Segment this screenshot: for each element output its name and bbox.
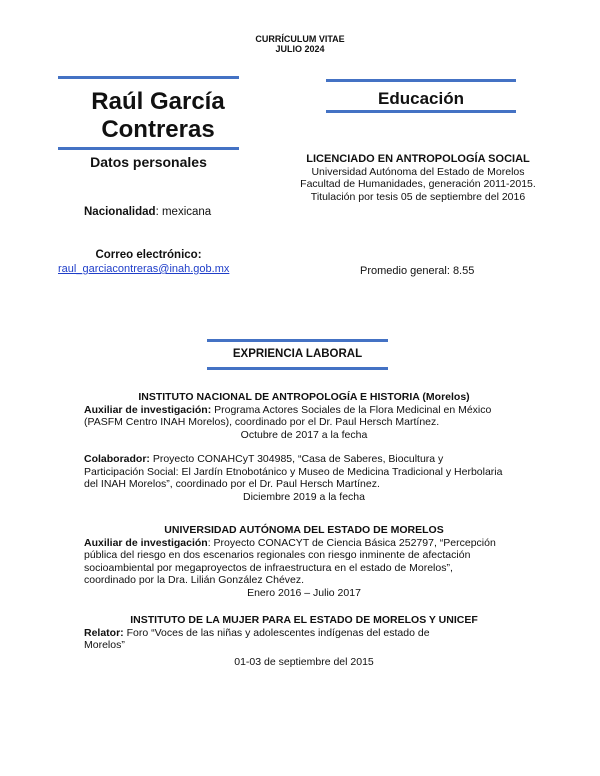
inah-role1-label: Auxiliar de investigación: — [84, 403, 212, 416]
email-link[interactable]: raul_garciacontreras@inah.gob.mx — [58, 263, 230, 275]
inah-role2-label: Colaborador: — [84, 453, 150, 465]
uaem-role-text-d: coordinado por la Dra. Lilián González Chévez. — [84, 574, 305, 586]
education-line-2: Facultad de Humanidades, generación 2011-2015. — [300, 178, 536, 190]
experiencia-title: EXPRIENCIA LABORAL — [232, 348, 363, 360]
degree: LICENCIADO EN ANTROPOLOGÍA SOCIAL — [306, 153, 530, 165]
mujer-org: INSTITUTO DE LA MUJER PARA EL ESTADO DE MORELOS Y UNICEF — [130, 614, 478, 626]
education-block — [280, 153, 556, 203]
cv-header — [0, 34, 600, 54]
exp-bottom-rule — [207, 367, 388, 370]
uaem-role-text-c: socioambiental por megaproyectos de infraestructura en el estado de Morelos”, — [84, 561, 453, 574]
mujer-role-label: Relator: — [84, 626, 124, 639]
education-line-3: Titulación por tesis 05 de septiembre del 2016 — [310, 190, 526, 203]
mujer-role-line-a — [84, 627, 524, 640]
nacionalidad-label: Nacionalidad — [84, 206, 156, 218]
left-top-rule — [58, 76, 239, 79]
mujer-role-date: 01-03 de septiembre del 2015 — [234, 655, 374, 668]
exp-top-rule — [207, 339, 388, 342]
inah-org: INSTITUTO NACIONAL DE ANTROPOLOGÍA E HISTORIA (Morelos) — [138, 391, 470, 403]
cv-date: JULIO 2024 — [275, 44, 325, 54]
inah-role1-text-a: Programa Actores Sociales de la Flora Medicinal en México — [211, 403, 492, 416]
inah-role2-date: Diciembre 2019 a la fecha — [243, 490, 365, 503]
uaem-role-date: Enero 2016 – Julio 2017 — [247, 586, 361, 599]
uaem-role-label: Auxiliar de investigación — [84, 536, 208, 549]
datos-personales-title: Datos personales — [90, 154, 207, 170]
inah-role1-text-b: (PASFM Centro INAH Morelos), coordinado por el Dr. Paul Hersch Martínez. — [84, 416, 440, 428]
name-line-2: Contreras — [101, 116, 215, 143]
nacionalidad-value: : mexicana — [155, 206, 212, 218]
left-mid-rule — [58, 147, 239, 150]
uaem-role-text-a: : Proyecto CONACYT de Ciencia Básica 252797, “Percepción — [207, 536, 496, 549]
mujer-block — [84, 614, 524, 668]
inah-role2-text-b: Participación Social: El Jardín Etnobotánico y Museo de Medicina Tradicional y Herbolaria — [84, 465, 503, 478]
promedio: Promedio general: 8.55 — [360, 265, 475, 277]
inah-role2-line-a — [84, 453, 524, 466]
uaem-role-line-a — [84, 537, 524, 550]
inah-block — [84, 391, 524, 503]
inah-role1-line-a — [84, 404, 524, 417]
uaem-block — [84, 524, 524, 599]
name-line-1: Raúl García — [91, 88, 225, 115]
inah-role2-text-a: Proyecto CONAHCyT 304985, “Casa de Saberes, Biocultura y — [149, 453, 444, 465]
mujer-role-text-a: Foro “Voces de las niñas y adolescentes indígenas del estado de — [123, 626, 430, 639]
uaem-org: UNIVERSIDAD AUTÓNOMA DEL ESTADO DE MORELOS — [164, 524, 444, 536]
correo-label: Correo electrónico: — [95, 249, 202, 261]
educacion-title: Educación — [378, 89, 464, 108]
nacionalidad — [84, 206, 211, 218]
person-name — [58, 88, 258, 144]
right-bottom-rule — [326, 110, 516, 113]
mujer-role-text-b: Morelos” — [84, 639, 125, 651]
education-line-1: Universidad Autónoma del Estado de Morelos — [311, 165, 525, 178]
uaem-role-text-b: pública del riesgo en dos escenarios regionales con riesgo inminente de afectación — [84, 549, 471, 561]
inah-role1-date: Octubre de 2017 a la fecha — [240, 428, 368, 441]
right-top-rule — [326, 79, 516, 82]
inah-role2-text-c: del INAH Morelos”, coordinado por el Dr. Paul Hersch Martínez. — [84, 478, 380, 490]
cv-title: CURRÍCULUM VITAE — [255, 34, 345, 44]
